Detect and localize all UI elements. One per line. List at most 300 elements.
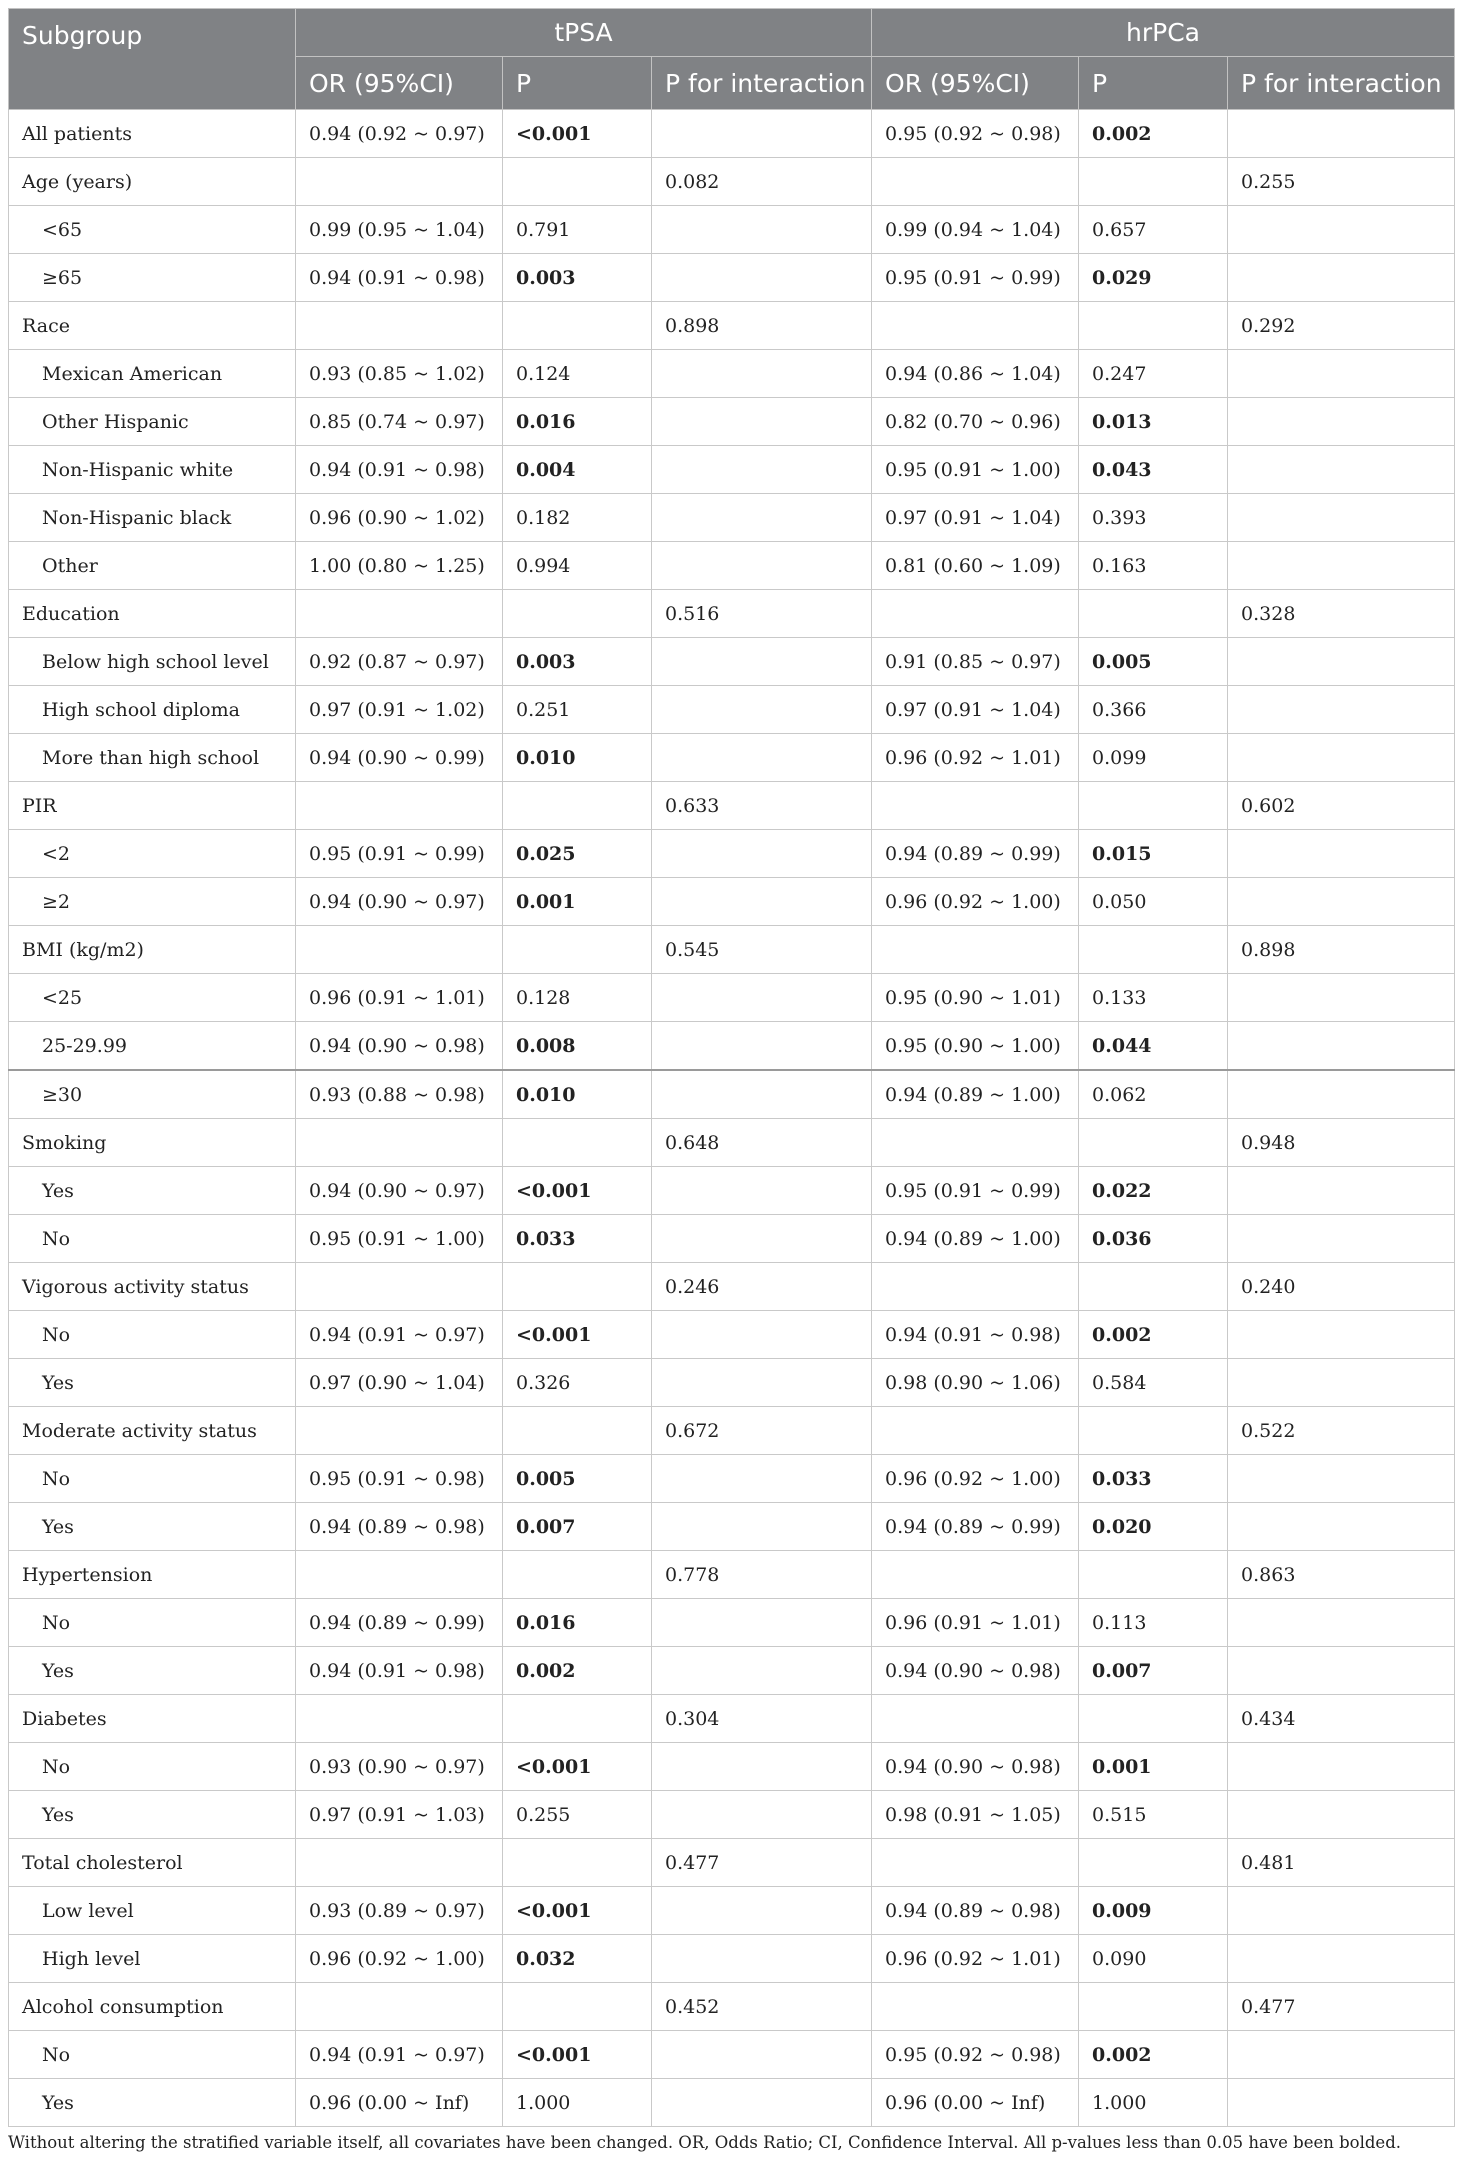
or-hrpca-cell: 0.96 (0.91 ~ 1.01) <box>872 1599 1079 1647</box>
table-row <box>9 542 1455 590</box>
table-row <box>9 1215 1455 1263</box>
p-hrpca-cell <box>1079 926 1228 974</box>
p-tpsa-cell: <0.001 <box>503 2031 652 2079</box>
p-hrpca-cell: 0.002 <box>1079 110 1228 158</box>
or-tpsa-cell: 0.97 (0.91 ~ 1.03) <box>296 1791 503 1839</box>
or-tpsa-cell: 0.96 (0.00 ~ Inf) <box>296 2079 503 2127</box>
or-hrpca-cell: 0.95 (0.91 ~ 1.00) <box>872 446 1079 494</box>
p-hrpca-cell <box>1079 1695 1228 1743</box>
p-interaction-tpsa-cell <box>652 1647 872 1695</box>
p-tpsa-cell: 0.791 <box>503 206 652 254</box>
p-interaction-tpsa-cell: 0.452 <box>652 1983 872 2031</box>
table-row <box>9 1983 1455 2031</box>
subgroup-cell: No <box>9 1599 296 1647</box>
or-tpsa-cell: 0.94 (0.92 ~ 0.97) <box>296 110 503 158</box>
p-hrpca-cell <box>1079 1983 1228 2031</box>
subgroup-cell: High school diploma <box>9 686 296 734</box>
p-interaction-tpsa-cell <box>652 1167 872 1215</box>
or-tpsa-cell: 0.94 (0.91 ~ 0.98) <box>296 254 503 302</box>
or-hrpca-cell: 0.97 (0.91 ~ 1.04) <box>872 494 1079 542</box>
or-tpsa-cell: 0.93 (0.88 ~ 0.98) <box>296 1070 503 1119</box>
table-row <box>9 638 1455 686</box>
table-row <box>9 446 1455 494</box>
table-row <box>9 1311 1455 1359</box>
p-interaction-tpsa-cell: 0.672 <box>652 1407 872 1455</box>
p-interaction-hrpca-cell: 0.328 <box>1228 590 1455 638</box>
p-interaction-tpsa-cell <box>652 1070 872 1119</box>
p-interaction-hrpca-cell <box>1228 1070 1455 1119</box>
or-hrpca-cell <box>872 590 1079 638</box>
or-tpsa-cell: 0.96 (0.91 ~ 1.01) <box>296 974 503 1022</box>
subgroup-cell: Yes <box>9 1359 296 1407</box>
p-hrpca-cell: 0.043 <box>1079 446 1228 494</box>
or-tpsa-cell <box>296 1119 503 1167</box>
or-tpsa-cell <box>296 158 503 206</box>
or-tpsa-cell: 0.94 (0.90 ~ 0.99) <box>296 734 503 782</box>
or-hrpca-cell: 0.96 (0.92 ~ 1.01) <box>872 1935 1079 1983</box>
or-tpsa-cell <box>296 1407 503 1455</box>
p-interaction-tpsa-cell <box>652 1791 872 1839</box>
or-hrpca-cell <box>872 926 1079 974</box>
table-row <box>9 1743 1455 1791</box>
p-interaction-tpsa-cell <box>652 878 872 926</box>
or-hrpca-cell: 0.95 (0.91 ~ 0.99) <box>872 1167 1079 1215</box>
or-tpsa-cell: 0.97 (0.91 ~ 1.02) <box>296 686 503 734</box>
header-group-tpsa: tPSA <box>296 9 872 57</box>
or-tpsa-cell: 0.94 (0.91 ~ 0.98) <box>296 446 503 494</box>
p-tpsa-cell: 0.251 <box>503 686 652 734</box>
or-hrpca-cell: 0.94 (0.89 ~ 0.99) <box>872 830 1079 878</box>
p-tpsa-cell: 0.255 <box>503 1791 652 1839</box>
or-tpsa-cell: 0.94 (0.89 ~ 0.99) <box>296 1599 503 1647</box>
p-tpsa-cell <box>503 1119 652 1167</box>
header-group-hrpca: hrPCa <box>872 9 1455 57</box>
or-hrpca-cell: 0.94 (0.86 ~ 1.04) <box>872 350 1079 398</box>
p-hrpca-cell <box>1079 1263 1228 1311</box>
or-hrpca-cell: 0.98 (0.90 ~ 1.06) <box>872 1359 1079 1407</box>
subgroup-cell: <2 <box>9 830 296 878</box>
table-row <box>9 2031 1455 2079</box>
or-hrpca-cell <box>872 302 1079 350</box>
p-interaction-hrpca-cell <box>1228 686 1455 734</box>
p-hrpca-cell: 0.133 <box>1079 974 1228 1022</box>
or-hrpca-cell: 0.94 (0.89 ~ 0.98) <box>872 1887 1079 1935</box>
table-row <box>9 1022 1455 1071</box>
p-interaction-hrpca-cell: 0.522 <box>1228 1407 1455 1455</box>
or-hrpca-cell: 0.95 (0.92 ~ 0.98) <box>872 110 1079 158</box>
p-interaction-hrpca-cell: 0.948 <box>1228 1119 1455 1167</box>
table-row <box>9 206 1455 254</box>
table-row <box>9 1647 1455 1695</box>
table-container <box>8 8 1454 2152</box>
p-tpsa-cell <box>503 302 652 350</box>
p-tpsa-cell: 0.128 <box>503 974 652 1022</box>
or-hrpca-cell <box>872 1695 1079 1743</box>
p-tpsa-cell: <0.001 <box>503 1743 652 1791</box>
p-interaction-tpsa-cell: 0.304 <box>652 1695 872 1743</box>
p-tpsa-cell: 1.000 <box>503 2079 652 2127</box>
p-interaction-tpsa-cell <box>652 2079 872 2127</box>
p-tpsa-cell: 0.007 <box>503 1503 652 1551</box>
subgroup-cell: Yes <box>9 1503 296 1551</box>
subgroup-cell: Vigorous activity status <box>9 1263 296 1311</box>
or-tpsa-cell: 0.97 (0.90 ~ 1.04) <box>296 1359 503 1407</box>
table-row <box>9 974 1455 1022</box>
p-hrpca-cell: 0.007 <box>1079 1647 1228 1695</box>
p-hrpca-cell <box>1079 1407 1228 1455</box>
p-interaction-hrpca-cell <box>1228 1935 1455 1983</box>
subgroup-cell: Yes <box>9 2079 296 2127</box>
p-interaction-tpsa-cell <box>652 1215 872 1263</box>
subgroup-cell: Age (years) <box>9 158 296 206</box>
p-hrpca-cell <box>1079 782 1228 830</box>
subgroup-cell: Yes <box>9 1167 296 1215</box>
or-hrpca-cell <box>872 158 1079 206</box>
or-tpsa-cell: 1.00 (0.80 ~ 1.25) <box>296 542 503 590</box>
p-interaction-hrpca-cell <box>1228 1887 1455 1935</box>
header-p-tpsa: P <box>503 57 652 110</box>
p-tpsa-cell: 0.003 <box>503 254 652 302</box>
p-interaction-hrpca-cell <box>1228 1599 1455 1647</box>
header-or-tpsa: OR (95%CI) <box>296 57 503 110</box>
or-hrpca-cell: 0.99 (0.94 ~ 1.04) <box>872 206 1079 254</box>
subgroup-cell: No <box>9 1215 296 1263</box>
p-tpsa-cell: <0.001 <box>503 1167 652 1215</box>
or-tpsa-cell <box>296 782 503 830</box>
p-hrpca-cell: 0.002 <box>1079 1311 1228 1359</box>
table-row <box>9 1070 1455 1119</box>
header-subgroup: Subgroup <box>9 9 296 110</box>
or-tpsa-cell: 0.94 (0.91 ~ 0.98) <box>296 1647 503 1695</box>
or-tpsa-cell: 0.92 (0.87 ~ 0.97) <box>296 638 503 686</box>
or-hrpca-cell: 0.95 (0.91 ~ 0.99) <box>872 254 1079 302</box>
p-interaction-hrpca-cell <box>1228 1647 1455 1695</box>
or-hrpca-cell <box>872 1983 1079 2031</box>
p-hrpca-cell: 0.657 <box>1079 206 1228 254</box>
p-interaction-tpsa-cell <box>652 206 872 254</box>
subgroup-analysis-table <box>8 8 1455 2127</box>
p-interaction-hrpca-cell <box>1228 1743 1455 1791</box>
p-tpsa-cell: 0.182 <box>503 494 652 542</box>
table-row <box>9 1695 1455 1743</box>
subgroup-cell: Race <box>9 302 296 350</box>
table-row <box>9 782 1455 830</box>
table-row <box>9 158 1455 206</box>
p-interaction-hrpca-cell: 0.240 <box>1228 1263 1455 1311</box>
p-interaction-tpsa-cell <box>652 830 872 878</box>
p-hrpca-cell: 0.062 <box>1079 1070 1228 1119</box>
p-interaction-tpsa-cell <box>652 1311 872 1359</box>
p-interaction-hrpca-cell: 0.863 <box>1228 1551 1455 1599</box>
p-tpsa-cell <box>503 1839 652 1887</box>
table-row <box>9 494 1455 542</box>
table-row <box>9 1359 1455 1407</box>
p-interaction-tpsa-cell <box>652 542 872 590</box>
header-p-interaction-tpsa: P for interaction <box>652 57 872 110</box>
subgroup-cell: No <box>9 1311 296 1359</box>
table-row <box>9 830 1455 878</box>
table-row <box>9 350 1455 398</box>
p-hrpca-cell: 0.099 <box>1079 734 1228 782</box>
p-tpsa-cell: 0.004 <box>503 446 652 494</box>
p-interaction-tpsa-cell <box>652 1359 872 1407</box>
table-row <box>9 1791 1455 1839</box>
p-interaction-hrpca-cell <box>1228 206 1455 254</box>
p-interaction-hrpca-cell <box>1228 638 1455 686</box>
p-hrpca-cell: 0.247 <box>1079 350 1228 398</box>
p-interaction-tpsa-cell <box>652 1887 872 1935</box>
p-interaction-tpsa-cell: 0.082 <box>652 158 872 206</box>
or-tpsa-cell <box>296 1839 503 1887</box>
p-interaction-tpsa-cell: 0.477 <box>652 1839 872 1887</box>
p-interaction-hrpca-cell <box>1228 830 1455 878</box>
or-tpsa-cell: 0.94 (0.90 ~ 0.98) <box>296 1022 503 1071</box>
p-tpsa-cell <box>503 926 652 974</box>
p-interaction-tpsa-cell <box>652 350 872 398</box>
or-hrpca-cell <box>872 1839 1079 1887</box>
or-hrpca-cell: 0.96 (0.00 ~ Inf) <box>872 2079 1079 2127</box>
table-row <box>9 926 1455 974</box>
or-tpsa-cell: 0.95 (0.91 ~ 0.98) <box>296 1455 503 1503</box>
or-tpsa-cell: 0.96 (0.92 ~ 1.00) <box>296 1935 503 1983</box>
p-interaction-tpsa-cell: 0.648 <box>652 1119 872 1167</box>
p-interaction-tpsa-cell: 0.545 <box>652 926 872 974</box>
p-interaction-hrpca-cell <box>1228 398 1455 446</box>
subgroup-cell: Moderate activity status <box>9 1407 296 1455</box>
subgroup-cell: Total cholesterol <box>9 1839 296 1887</box>
or-hrpca-cell: 0.97 (0.91 ~ 1.04) <box>872 686 1079 734</box>
subgroup-cell: Non-Hispanic white <box>9 446 296 494</box>
or-hrpca-cell <box>872 1551 1079 1599</box>
or-hrpca-cell: 0.96 (0.92 ~ 1.00) <box>872 878 1079 926</box>
or-tpsa-cell: 0.96 (0.90 ~ 1.02) <box>296 494 503 542</box>
table-row <box>9 1935 1455 1983</box>
subgroup-cell: ≥30 <box>9 1070 296 1119</box>
table-row <box>9 398 1455 446</box>
subgroup-cell: Yes <box>9 1791 296 1839</box>
or-tpsa-cell <box>296 1551 503 1599</box>
p-hrpca-cell: 0.013 <box>1079 398 1228 446</box>
p-tpsa-cell: 0.005 <box>503 1455 652 1503</box>
subgroup-cell: 25-29.99 <box>9 1022 296 1071</box>
p-tpsa-cell: 0.124 <box>503 350 652 398</box>
table-row <box>9 302 1455 350</box>
p-tpsa-cell: 0.326 <box>503 1359 652 1407</box>
p-tpsa-cell <box>503 1407 652 1455</box>
p-hrpca-cell: 0.029 <box>1079 254 1228 302</box>
p-tpsa-cell: 0.032 <box>503 1935 652 1983</box>
or-tpsa-cell: 0.95 (0.91 ~ 0.99) <box>296 830 503 878</box>
or-hrpca-cell: 0.95 (0.90 ~ 1.01) <box>872 974 1079 1022</box>
p-tpsa-cell <box>503 782 652 830</box>
p-interaction-tpsa-cell <box>652 734 872 782</box>
p-tpsa-cell <box>503 1551 652 1599</box>
p-interaction-tpsa-cell <box>652 1599 872 1647</box>
header-p-hrpca: P <box>1079 57 1228 110</box>
or-tpsa-cell <box>296 590 503 638</box>
p-interaction-hrpca-cell <box>1228 446 1455 494</box>
p-hrpca-cell: 0.163 <box>1079 542 1228 590</box>
p-hrpca-cell <box>1079 1551 1228 1599</box>
or-hrpca-cell: 0.94 (0.90 ~ 0.98) <box>872 1647 1079 1695</box>
table-row <box>9 1551 1455 1599</box>
subgroup-cell: Education <box>9 590 296 638</box>
p-interaction-tpsa-cell <box>652 2031 872 2079</box>
p-tpsa-cell: 0.010 <box>503 734 652 782</box>
or-tpsa-cell: 0.94 (0.91 ~ 0.97) <box>296 2031 503 2079</box>
or-tpsa-cell <box>296 1983 503 2031</box>
p-interaction-tpsa-cell <box>652 494 872 542</box>
p-interaction-tpsa-cell <box>652 1743 872 1791</box>
p-hrpca-cell: 0.033 <box>1079 1455 1228 1503</box>
subgroup-cell: Non-Hispanic black <box>9 494 296 542</box>
p-interaction-hrpca-cell: 0.292 <box>1228 302 1455 350</box>
p-interaction-hrpca-cell: 0.434 <box>1228 1695 1455 1743</box>
table-row <box>9 1455 1455 1503</box>
or-hrpca-cell: 0.94 (0.90 ~ 0.98) <box>872 1743 1079 1791</box>
p-tpsa-cell: 0.008 <box>503 1022 652 1071</box>
or-tpsa-cell: 0.93 (0.85 ~ 1.02) <box>296 350 503 398</box>
subgroup-cell: PIR <box>9 782 296 830</box>
p-tpsa-cell: 0.033 <box>503 1215 652 1263</box>
p-hrpca-cell <box>1079 1119 1228 1167</box>
or-tpsa-cell: 0.94 (0.91 ~ 0.97) <box>296 1311 503 1359</box>
or-tpsa-cell: 0.94 (0.90 ~ 0.97) <box>296 1167 503 1215</box>
or-hrpca-cell: 0.91 (0.85 ~ 0.97) <box>872 638 1079 686</box>
p-interaction-tpsa-cell <box>652 974 872 1022</box>
p-interaction-tpsa-cell <box>652 1503 872 1551</box>
table-row <box>9 878 1455 926</box>
subgroup-cell: Mexican American <box>9 350 296 398</box>
table-row <box>9 110 1455 158</box>
p-interaction-tpsa-cell <box>652 398 872 446</box>
or-tpsa-cell: 0.94 (0.90 ~ 0.97) <box>296 878 503 926</box>
p-interaction-hrpca-cell <box>1228 1455 1455 1503</box>
or-hrpca-cell: 0.94 (0.89 ~ 1.00) <box>872 1215 1079 1263</box>
subgroup-cell: Other Hispanic <box>9 398 296 446</box>
p-hrpca-cell: 0.020 <box>1079 1503 1228 1551</box>
p-interaction-hrpca-cell <box>1228 1791 1455 1839</box>
or-hrpca-cell <box>872 1407 1079 1455</box>
subgroup-cell: <25 <box>9 974 296 1022</box>
or-hrpca-cell: 0.96 (0.92 ~ 1.01) <box>872 734 1079 782</box>
p-tpsa-cell <box>503 1263 652 1311</box>
subgroup-cell: Alcohol consumption <box>9 1983 296 2031</box>
p-hrpca-cell: 0.044 <box>1079 1022 1228 1071</box>
p-tpsa-cell <box>503 1983 652 2031</box>
p-interaction-hrpca-cell <box>1228 2031 1455 2079</box>
subgroup-cell: Below high school level <box>9 638 296 686</box>
p-interaction-hrpca-cell: 0.898 <box>1228 926 1455 974</box>
or-hrpca-cell: 0.82 (0.70 ~ 0.96) <box>872 398 1079 446</box>
p-hrpca-cell: 0.584 <box>1079 1359 1228 1407</box>
p-interaction-hrpca-cell: 0.481 <box>1228 1839 1455 1887</box>
p-tpsa-cell <box>503 590 652 638</box>
table-row <box>9 1407 1455 1455</box>
p-hrpca-cell: 0.005 <box>1079 638 1228 686</box>
subgroup-cell: Diabetes <box>9 1695 296 1743</box>
or-hrpca-cell: 0.94 (0.89 ~ 1.00) <box>872 1070 1079 1119</box>
p-tpsa-cell: <0.001 <box>503 1311 652 1359</box>
p-interaction-tpsa-cell: 0.898 <box>652 302 872 350</box>
or-tpsa-cell: 0.93 (0.90 ~ 0.97) <box>296 1743 503 1791</box>
p-hrpca-cell: 0.515 <box>1079 1791 1228 1839</box>
p-hrpca-cell: 0.366 <box>1079 686 1228 734</box>
p-hrpca-cell <box>1079 302 1228 350</box>
subgroup-cell: All patients <box>9 110 296 158</box>
p-hrpca-cell: 0.001 <box>1079 1743 1228 1791</box>
table-row <box>9 590 1455 638</box>
p-interaction-tpsa-cell <box>652 1022 872 1071</box>
p-interaction-hrpca-cell <box>1228 494 1455 542</box>
table-body <box>9 110 1455 2127</box>
table-footnote: Without altering the stratified variable itself, all covariates have been changed. OR, Odds Ratio; CI, Confidence Interval. All p-values less than 0.05 have been bolded. <box>8 2133 1402 2152</box>
p-tpsa-cell: <0.001 <box>503 110 652 158</box>
subgroup-cell: Low level <box>9 1887 296 1935</box>
p-interaction-hrpca-cell: 0.255 <box>1228 158 1455 206</box>
p-interaction-hrpca-cell: 0.477 <box>1228 1983 1455 2031</box>
or-hrpca-cell: 0.98 (0.91 ~ 1.05) <box>872 1791 1079 1839</box>
p-tpsa-cell <box>503 158 652 206</box>
p-tpsa-cell: 0.010 <box>503 1070 652 1119</box>
subgroup-cell: Yes <box>9 1647 296 1695</box>
subgroup-cell: More than high school <box>9 734 296 782</box>
p-hrpca-cell: 0.009 <box>1079 1887 1228 1935</box>
table-row <box>9 686 1455 734</box>
p-hrpca-cell: 0.015 <box>1079 830 1228 878</box>
p-hrpca-cell: 0.393 <box>1079 494 1228 542</box>
p-interaction-tpsa-cell <box>652 110 872 158</box>
p-hrpca-cell <box>1079 590 1228 638</box>
subgroup-cell: ≥2 <box>9 878 296 926</box>
p-interaction-tpsa-cell <box>652 254 872 302</box>
p-interaction-tpsa-cell <box>652 446 872 494</box>
table-row <box>9 1839 1455 1887</box>
p-tpsa-cell <box>503 1695 652 1743</box>
or-tpsa-cell: 0.93 (0.89 ~ 0.97) <box>296 1887 503 1935</box>
p-interaction-hrpca-cell <box>1228 974 1455 1022</box>
table-row <box>9 1599 1455 1647</box>
p-hrpca-cell: 0.036 <box>1079 1215 1228 1263</box>
or-hrpca-cell: 0.96 (0.92 ~ 1.00) <box>872 1455 1079 1503</box>
p-tpsa-cell: 0.003 <box>503 638 652 686</box>
or-hrpca-cell: 0.94 (0.89 ~ 0.99) <box>872 1503 1079 1551</box>
table-row <box>9 1503 1455 1551</box>
subgroup-cell: BMI (kg/m2) <box>9 926 296 974</box>
or-hrpca-cell: 0.94 (0.91 ~ 0.98) <box>872 1311 1079 1359</box>
table-row <box>9 1167 1455 1215</box>
p-interaction-hrpca-cell <box>1228 734 1455 782</box>
p-hrpca-cell <box>1079 1839 1228 1887</box>
table-row <box>9 1119 1455 1167</box>
p-tpsa-cell: 0.025 <box>503 830 652 878</box>
p-interaction-hrpca-cell <box>1228 1167 1455 1215</box>
subgroup-cell: Hypertension <box>9 1551 296 1599</box>
p-hrpca-cell: 0.090 <box>1079 1935 1228 1983</box>
subgroup-cell: Smoking <box>9 1119 296 1167</box>
p-tpsa-cell: 0.016 <box>503 398 652 446</box>
p-interaction-tpsa-cell: 0.633 <box>652 782 872 830</box>
p-interaction-tpsa-cell <box>652 1935 872 1983</box>
p-tpsa-cell: <0.001 <box>503 1887 652 1935</box>
subgroup-cell: No <box>9 2031 296 2079</box>
p-tpsa-cell: 0.002 <box>503 1647 652 1695</box>
header-p-interaction-hrpca: P for interaction <box>1228 57 1455 110</box>
p-interaction-hrpca-cell <box>1228 542 1455 590</box>
or-tpsa-cell: 0.94 (0.89 ~ 0.98) <box>296 1503 503 1551</box>
p-tpsa-cell: 0.016 <box>503 1599 652 1647</box>
p-tpsa-cell: 0.994 <box>503 542 652 590</box>
